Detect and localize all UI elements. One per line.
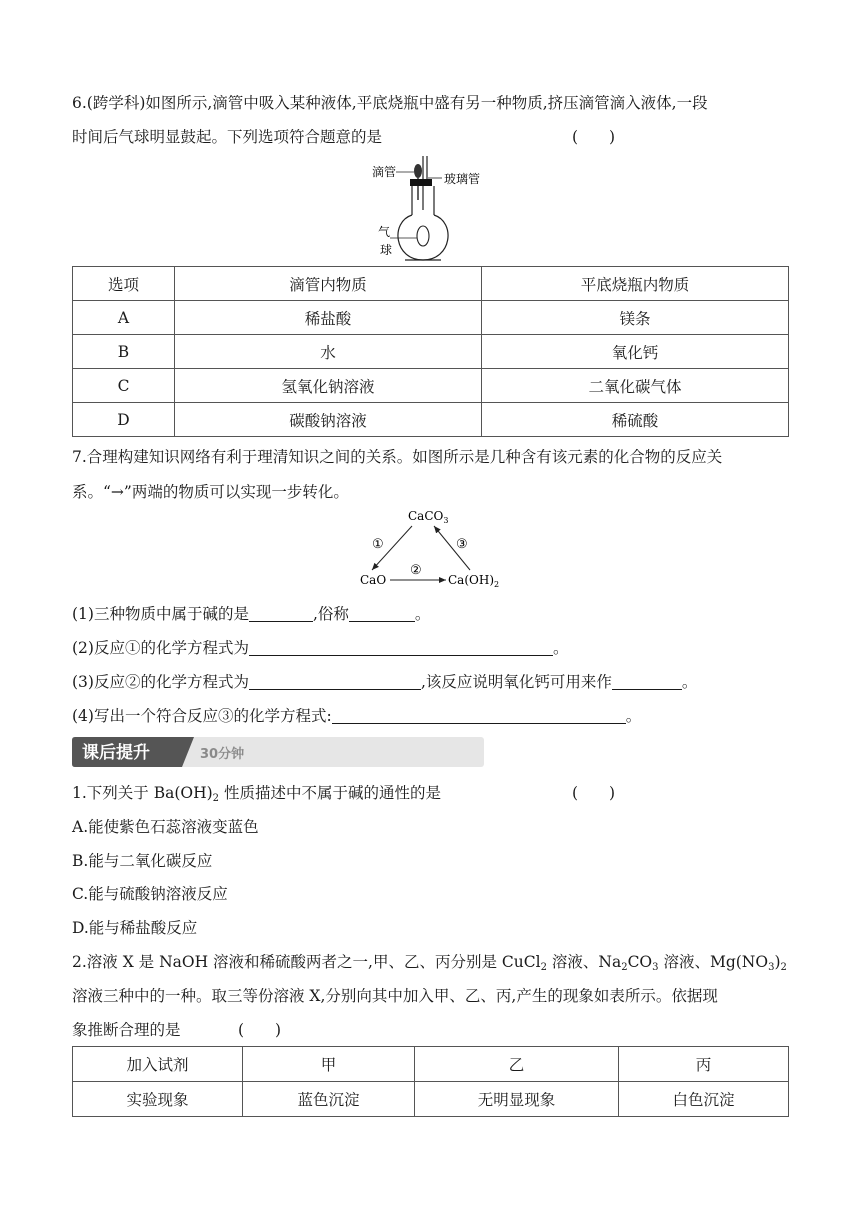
balloon-label-2: 球 [380, 243, 393, 257]
answer-blank[interactable] [249, 639, 553, 656]
glass-tube-label: 玻璃管 [444, 172, 481, 186]
table-header-row [73, 267, 789, 301]
answer-blank[interactable] [612, 673, 682, 690]
q6-answer-paren[interactable]: ( ) [572, 128, 616, 146]
p1-option-d: D.能与稀盐酸反应 [72, 919, 198, 937]
table-cell: 无明显现象 [415, 1082, 619, 1117]
p1-option-b: B.能与二氧化碳反应 [72, 852, 213, 870]
table-cell: 白色沉淀 [619, 1082, 789, 1117]
table-cell: 二氧化碳气体 [482, 369, 789, 403]
q7-sub-4: (4)写出一个符合反应③的化学方程式: 。 [72, 707, 642, 725]
answer-blank[interactable] [249, 673, 421, 690]
node-caoh2: $Ca(OH)_2$ [448, 573, 500, 589]
table-cell: 氧化钙 [482, 335, 789, 369]
table-row [73, 369, 789, 403]
q7-sub-3: (3)反应②的化学方程式为 ,该反应说明氧化钙可用来作 。 [72, 673, 698, 691]
flask-apparatus-figure [360, 152, 500, 264]
p2-line-3: 象推断合理的是 [72, 1021, 181, 1039]
p2-line-2: 溶液三种中的一种。取三等份溶液 X,分别向其中加入甲、乙、丙,产生的现象如表所示。依据现 [72, 987, 718, 1005]
section-time: 30分钟 [200, 747, 245, 762]
table-header-cell: 选项 [73, 267, 175, 301]
table-cell: 乙 [415, 1047, 619, 1082]
q6-line-1: 6.(跨学科)如图所示,滴管中吸入某种液体,平底烧瓶中盛有另一种物质,挤压滴管滴入液体,一段 [72, 94, 708, 112]
p1-option-c: C.能与硫酸钠溶液反应 [72, 885, 228, 903]
conversion-diagram [352, 504, 512, 592]
table-row [73, 1047, 789, 1082]
node-cao: CaO [360, 573, 387, 587]
table-cell: B [73, 335, 175, 369]
table-row [73, 1082, 789, 1117]
table-cell: D [73, 403, 175, 437]
table-row [73, 335, 789, 369]
table-cell: 蓝色沉淀 [243, 1082, 415, 1117]
dropper-label: 滴管 [372, 165, 397, 179]
reaction-mark-3: ③ [456, 537, 468, 552]
table-cell: C [73, 369, 175, 403]
section-title: 课后提升 [82, 743, 150, 763]
q7-sub-1: (1)三种物质中属于碱的是 ,俗称 。 [72, 605, 431, 623]
answer-blank[interactable] [349, 605, 415, 622]
table-cell: 甲 [243, 1047, 415, 1082]
table-cell: 镁条 [482, 301, 789, 335]
section-header-banner [72, 737, 484, 767]
reaction-mark-2: ② [410, 563, 422, 578]
table-cell: 稀盐酸 [175, 301, 482, 335]
p2-answer-paren[interactable]: ( ) [238, 1021, 282, 1039]
q6-options-table [72, 266, 789, 437]
answer-blank[interactable] [249, 605, 313, 622]
node-caco3: CaCO$_3$ [408, 509, 449, 525]
table-cell: 丙 [619, 1047, 789, 1082]
table-cell: 加入试剂 [73, 1047, 243, 1082]
table-header-cell: 滴管内物质 [175, 267, 482, 301]
table-header-cell: 平底烧瓶内物质 [482, 267, 789, 301]
table-cell: A [73, 301, 175, 335]
p1-stem: 1.下列关于 $Ba(OH)_2$ 性质描述中不属于碱的通性的是 [72, 784, 441, 804]
table-cell: 氢氧化钠溶液 [175, 369, 482, 403]
q7-line-1: 7.合理构建知识网络有利于理清知识之间的关系。如图所示是几种含有该元素的化合物的反应关 [72, 448, 723, 466]
table-cell: 碳酸钠溶液 [175, 403, 482, 437]
q7-line-2: 系。“→”两端的物质可以实现一步转化。 [72, 483, 349, 501]
q6-line-2: 时间后气球明显鼓起。下列选项符合题意的是 [72, 128, 383, 146]
p2-line-1: 2.溶液 X 是 NaOH 溶液和稀硫酸两者之一,甲、乙、丙分别是 CuCl$_2$ 溶液、$Na_2CO_3$ 溶液、$Mg(NO_3)_2$ [72, 953, 787, 973]
table-cell: 水 [175, 335, 482, 369]
balloon-label-1: 气 [378, 225, 391, 239]
table-cell: 实验现象 [73, 1082, 243, 1117]
reaction-mark-1: ① [372, 537, 384, 552]
table-cell: 稀硫酸 [482, 403, 789, 437]
table-row [73, 403, 789, 437]
p1-answer-paren[interactable]: ( ) [572, 784, 616, 802]
table-row [73, 301, 789, 335]
answer-blank[interactable] [332, 707, 626, 724]
q7-sub-2: (2)反应①的化学方程式为 。 [72, 639, 569, 657]
p1-option-a: A.能使紫色石蕊溶液变蓝色 [72, 818, 259, 836]
p2-results-table [72, 1046, 789, 1117]
